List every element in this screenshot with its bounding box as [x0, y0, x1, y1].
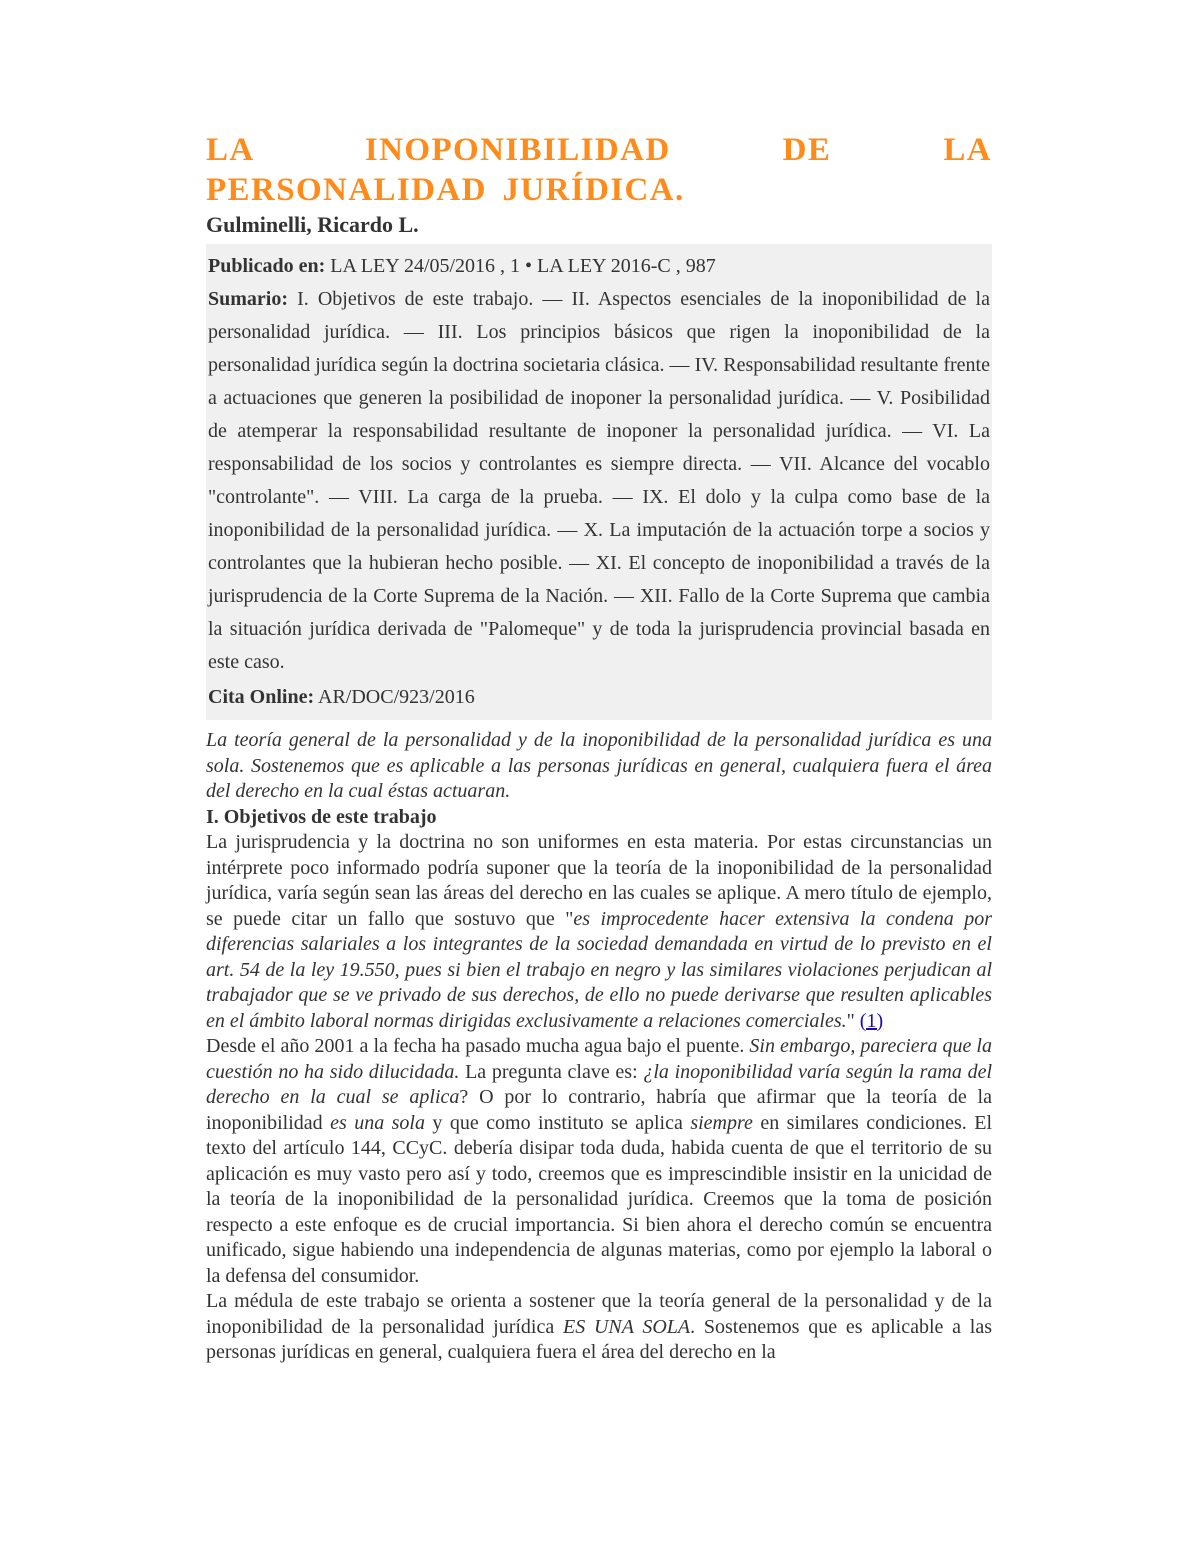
- body-paragraph-3: [206, 1289, 992, 1366]
- published-label: Publicado en:: [208, 255, 326, 277]
- p2-italic-3: es una sola: [330, 1111, 425, 1134]
- p3-text-b: . Sostenemos que es aplicable a las personas jurídicas en general, cualquiera fuera el área del derecho en la: [206, 1315, 992, 1363]
- article-author: Gulminelli, Ricardo L.: [206, 212, 419, 237]
- p1-text: La jurisprudencia y la doctrina no son uniformes en esta materia. Por estas circunstancias un intérprete poco informado podría suponer que la teoría de la inoponibilidad de la personalidad jurídica, varía según sean las áreas del derecho en las cuales se aplique. A mero título de ejemplo, se puede citar un fallo que sostuvo que ": [206, 831, 992, 930]
- summary-value: I. Objetivos de este trabajo. — II. Aspectos esenciales de la inoponibilidad de la personalidad jurídica. — III. Los principios básicos que rigen la inoponibilidad de la personalidad jurídica según la doctrina societaria clásica. — IV. Responsabilidad resultante frente a actuaciones que generen la posibilidad de inoponer la personalidad jurídica. — V. Posibilidad de atemperar la responsabilidad resultante de inoponer la personalidad jurídica. — VI. La responsabilidad de los socios y controlantes es siempre directa. — VII. Alcance del vocablo "controlante". — VIII. La carga de la prueba. — IX. El dolo y la culpa como base de la inoponibilidad de la personalidad jurídica. — X. La imputación de la actuación torpe a socios y controlantes que la hubieran hecho posible. — XI. El concepto de inoponibilidad a través de la jurisprudencia de la Corte Suprema de la Nación. — XII. Fallo de la Corte Suprema que cambia la situación jurídica derivada de "Palomeque" y de toda la jurisprudencia provincial basada en este caso.: [208, 288, 990, 673]
- published-value: LA LEY 24/05/2016 , 1 • LA LEY 2016-C , 987: [325, 255, 716, 277]
- body-paragraph-1: [206, 830, 992, 1034]
- p1-quote: es improcedente hacer extensiva la condena por diferencias salariales a los integrantes de la sociedad demandada en virtud de lo previsto en el art. 54 de la ley 19.550, pues si bien el trabajo en negro y las similares violaciones perjudican al trabajador que se ve privado de sus derechos, de ello no puede derivarse que resulten aplicables en el ámbito laboral normas dirigidas exclusivamente a relaciones comerciales.: [206, 907, 992, 1032]
- p2-text-d: y que como instituto se aplica: [424, 1111, 691, 1134]
- p2-text-a: Desde el año 2001 a la fecha ha pasado mucha agua bajo el puente.: [206, 1035, 750, 1057]
- p3-italic-1: ES UNA SOLA: [563, 1315, 691, 1338]
- cita-value: AR/DOC/923/2016: [314, 686, 475, 708]
- p2-italic-1: Sin embargo, pareciera que la cuestión no ha sido dilucidada.: [206, 1035, 992, 1083]
- summary-label: Sumario:: [208, 288, 288, 310]
- p1-close: ": [846, 1009, 860, 1032]
- p2-text-c: ? O por lo contrario, habría que afirmar que la teoría de la inoponibilidad: [206, 1086, 992, 1134]
- cita-online-line: [208, 681, 990, 714]
- p3-text-a: La médula de este trabajo se orienta a sostener que la teoría general de la personalidad y de la inoponibilidad de la personalidad jurídica: [206, 1290, 992, 1338]
- body-paragraph-2: [206, 1034, 992, 1289]
- section-heading-objetivos: I. Objetivos de este trabajo: [206, 805, 437, 828]
- document-page: [206, 130, 992, 1366]
- article-title: LA INOPONIBILIDAD DE LA PERSONALIDAD JURÍDICA.: [206, 132, 992, 208]
- footnote-link-1[interactable]: (1): [859, 1009, 884, 1032]
- p2-italic-2: ¿la inoponibilidad varía según la rama del derecho en la cual se aplica: [206, 1060, 992, 1108]
- summary-line: [208, 283, 990, 679]
- lead-paragraph: La teoría general de la personalidad y de la inoponibilidad de la personalidad jurídica es una sola. Sostenemos que es aplicable a las personas jurídicas en general, cualquiera fuera el área del derecho en la cual éstas actuaran.: [206, 729, 992, 802]
- cita-label: Cita Online:: [208, 686, 315, 708]
- article-metadata-box: [206, 244, 992, 720]
- p2-italic-4: siempre: [690, 1111, 753, 1134]
- article-body: [206, 728, 992, 1366]
- p2-text-b: La pregunta clave es:: [459, 1060, 644, 1083]
- p2-text-e: en similares condiciones. El texto del artículo 144, CCyC. debería disipar toda duda, habida cuenta de que el territorio de su aplicación es muy vasto pero así y todo, creemos que es imprescindible insistir en la unicidad de la teoría de la inoponibilidad de la personalidad jurídica. Creemos que la toma de posición respecto a este enfoque es de crucial importancia. Si bien ahora el derecho común se encuentra unificado, sigue habiendo una independencia de algunas materias, como por ejemplo la laboral o la defensa del consumidor.: [206, 1111, 993, 1287]
- publication-line: [208, 250, 990, 283]
